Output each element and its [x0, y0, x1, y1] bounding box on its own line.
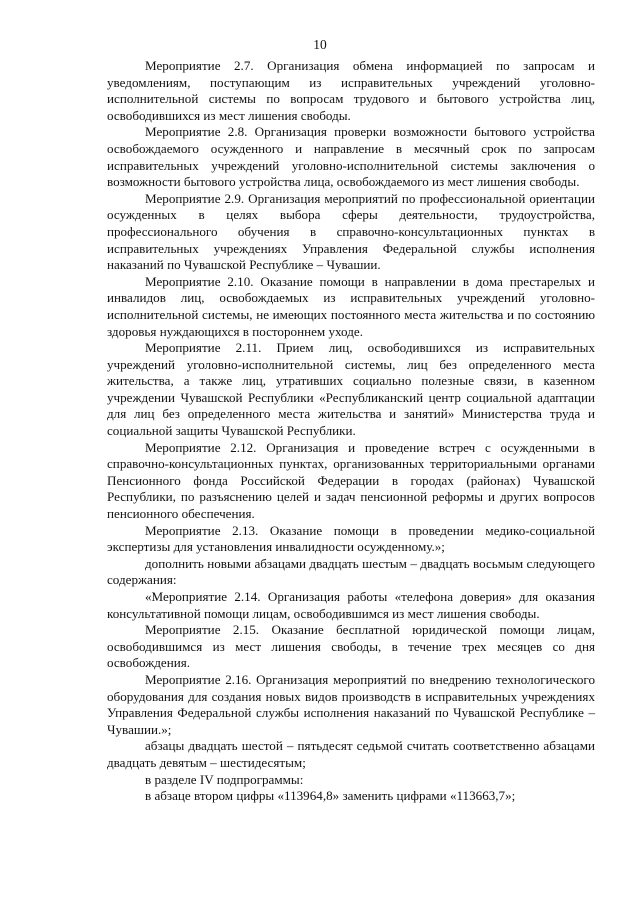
paragraph-amendment-add: дополнить новыми абзацами двадцать шестым – двадцать восьмым следующего содержания: [107, 555, 595, 588]
paragraph-measure-2-10: Мероприятие 2.10. Оказание помощи в направлении в дома престарелых и инвалидов лиц, освобождаемых из исправительных учреждений уголовно-исполнительной системы, не имеющих постоянного места жительства и по состоянию здоровья нуждающихся в постороннем уходе. [107, 273, 595, 339]
paragraph-measure-2-7: Мероприятие 2.7. Организация обмена информацией по запросам и уведомлениям, поступающим из исправительных учреждений уголовно-исполнительной системы по вопросам трудового и бытового устройства лиц, освободившихся из мест лишения свободы. [107, 58, 595, 123]
document-body [107, 58, 595, 805]
paragraph-amendment-renumber: абзацы двадцать шестой – пятьдесят седьмой считать соответственно абзацами двадцать девятым – шестидесятым; [107, 738, 595, 770]
page-number: 10 [313, 37, 327, 52]
paragraph-figures-replace: в абзаце втором цифры «113964,8» заменить цифрами «113663,7»; [145, 788, 516, 804]
paragraph-measure-2-15: Мероприятие 2.15. Оказание бесплатной юридической помощи лицам, освободившимся из мест лишения свободы, в течение трех месяцев со дня освобождения. [107, 622, 595, 671]
paragraph-measure-2-14: «Мероприятие 2.14. Организация работы «телефона доверия» для оказания консультативной помощи лицам, освободившимся из мест лишения свободы. [107, 589, 595, 621]
paragraph-measure-2-12: Мероприятие 2.12. Организация и проведение встреч с осужденными в справочно-консультационных пунктах, организованных территориальными органами Пенсионного фонда Российской Федерации в городах (районах) Чувашской Республики, по разъяснению целей и задач пенсионной реформы и других вопросов пенсионного обеспечения. [107, 439, 595, 522]
paragraph-measure-2-9: Мероприятие 2.9. Организация мероприятий по профессиональной ориентации осужденных в целях выбора сферы деятельности, трудоустройства, профессионального обучения в справочно-консультационных пунктах в исправительных учреждениях Управления Федеральной службы исполнения наказаний по Чувашской Республике – Чувашии. [107, 190, 595, 273]
paragraph-measure-2-8: Мероприятие 2.8. Организация проверки возможности бытового устройства освобождаемого осужденного и направление в месячный срок по запросам исправительных учреждений уголовно-исполнительной системы заключения о возможности бытового устройства лица, освобождаемого из мест лишения свободы. [107, 124, 595, 190]
paragraph-measure-2-16: Мероприятие 2.16. Организация мероприятий по внедрению технологического оборудования для создания новых видов производств в исправительных учреждениях Управления Федеральной службы исполнения наказаний по Чувашской Республике – Чувашии.»; [107, 671, 595, 737]
paragraph-measure-2-13: Мероприятие 2.13. Оказание помощи в проведении медико-социальной экспертизы для установления инвалидности осужденному.»; [107, 522, 595, 555]
paragraph-measure-2-11: Мероприятие 2.11. Прием лиц, освободившихся из исправительных учреждений уголовно-исполнительной системы, лиц без определенного места жительства, а также лиц, утративших социально полезные связи, в казенном учреждении Чувашской Республики «Республиканский центр социальной адаптации для лиц без определенного места жительства и занятий» Министерства труда и социальной защиты Чувашской Республики. [107, 340, 595, 439]
paragraph-section-iv: в разделе IV подпрограммы: [145, 771, 304, 787]
